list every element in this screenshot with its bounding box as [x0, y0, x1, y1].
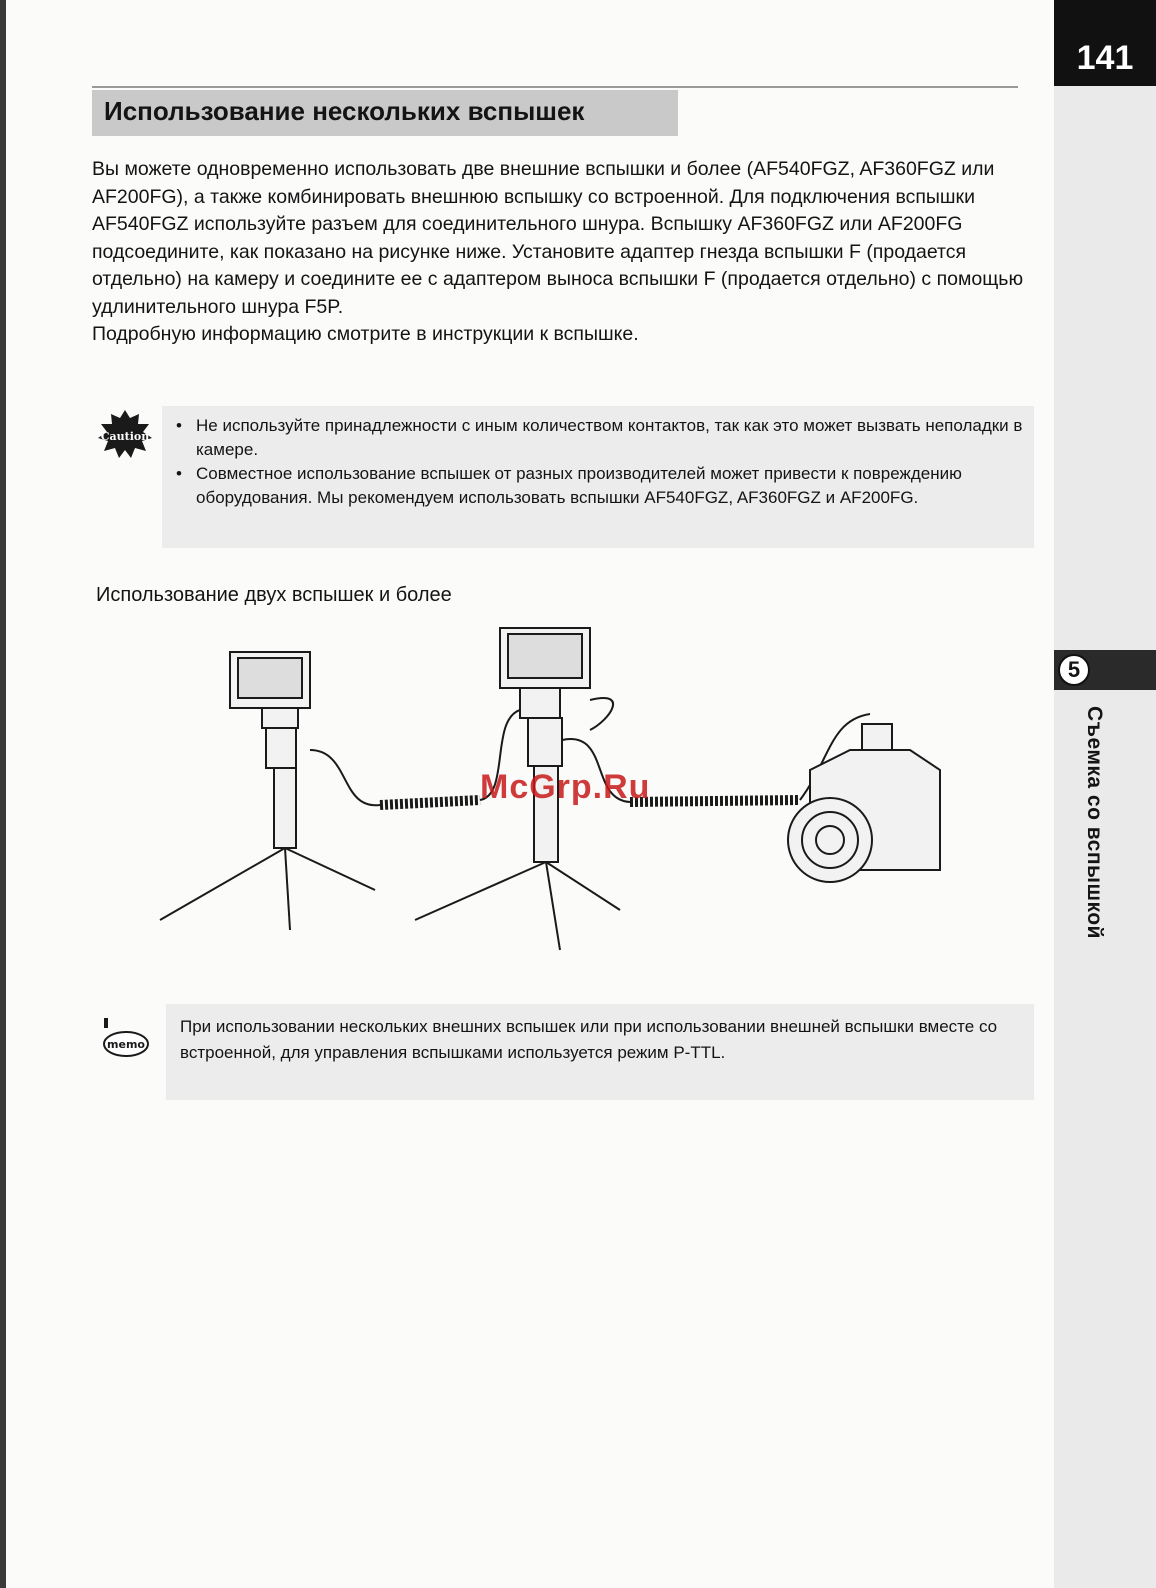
- caution-icon: [96, 408, 154, 460]
- watermark: McGrp.Ru: [480, 768, 651, 806]
- caution-item: • Совместное использование вспышек от разных производителей может привести к повреждению оборудования. Мы рекомендуем использовать вспышки AF540FGZ, AF360FGZ и AF200FG.: [176, 462, 1026, 510]
- intro-text: [92, 156, 1030, 349]
- caution-icon-label: Caution: [100, 430, 150, 443]
- caution-item: • Не используйте принадлежности с иным количеством контактов, так как это может вызвать неполадки в камере.: [176, 414, 1026, 462]
- chapter-title: Съемка со вспышкой: [1083, 706, 1106, 939]
- page-edge: [0, 0, 6, 1588]
- memo-icon-label: memo: [107, 1038, 145, 1051]
- chapter-number: 5: [1058, 654, 1090, 686]
- page-number: 141: [1054, 0, 1156, 86]
- flash-unit-left: [160, 652, 375, 930]
- title-rule: [92, 86, 1018, 88]
- section-title: Использование нескольких вспышек: [104, 96, 585, 126]
- diagram-caption: Использование двух вспышек и более: [96, 584, 452, 606]
- intro-paragraph: Вы можете одновременно использовать две внешние вспышки и более (AF540FGZ, AF360FGZ или AF200FG), а также комбинировать внешнюю вспышку со встроенной. Для подключения вспышки AF540FGZ используйте разъем для соединительного шнура. Вспышку AF360FGZ или AF200FG подсоедините, как показано на рисунке ниже. Установите адаптер гнезда вспышки F (продается отдельно) на камеру и соедините ее с адаптером выноса вспышки F (продается отдельно) с помощью удлинительного шнура F5P.: [92, 158, 1024, 318]
- memo-text: При использовании нескольких внешних вспышек или при использовании внешней вспышки вместе со встроенной, для управления вспышками используется режим P-TTL.: [180, 1017, 998, 1062]
- camera: [788, 724, 940, 882]
- memo-icon: [98, 1014, 150, 1060]
- intro-paragraph: Подробную информацию смотрите в инструкции к вспышке.: [92, 323, 639, 345]
- caution-list: [176, 414, 1026, 510]
